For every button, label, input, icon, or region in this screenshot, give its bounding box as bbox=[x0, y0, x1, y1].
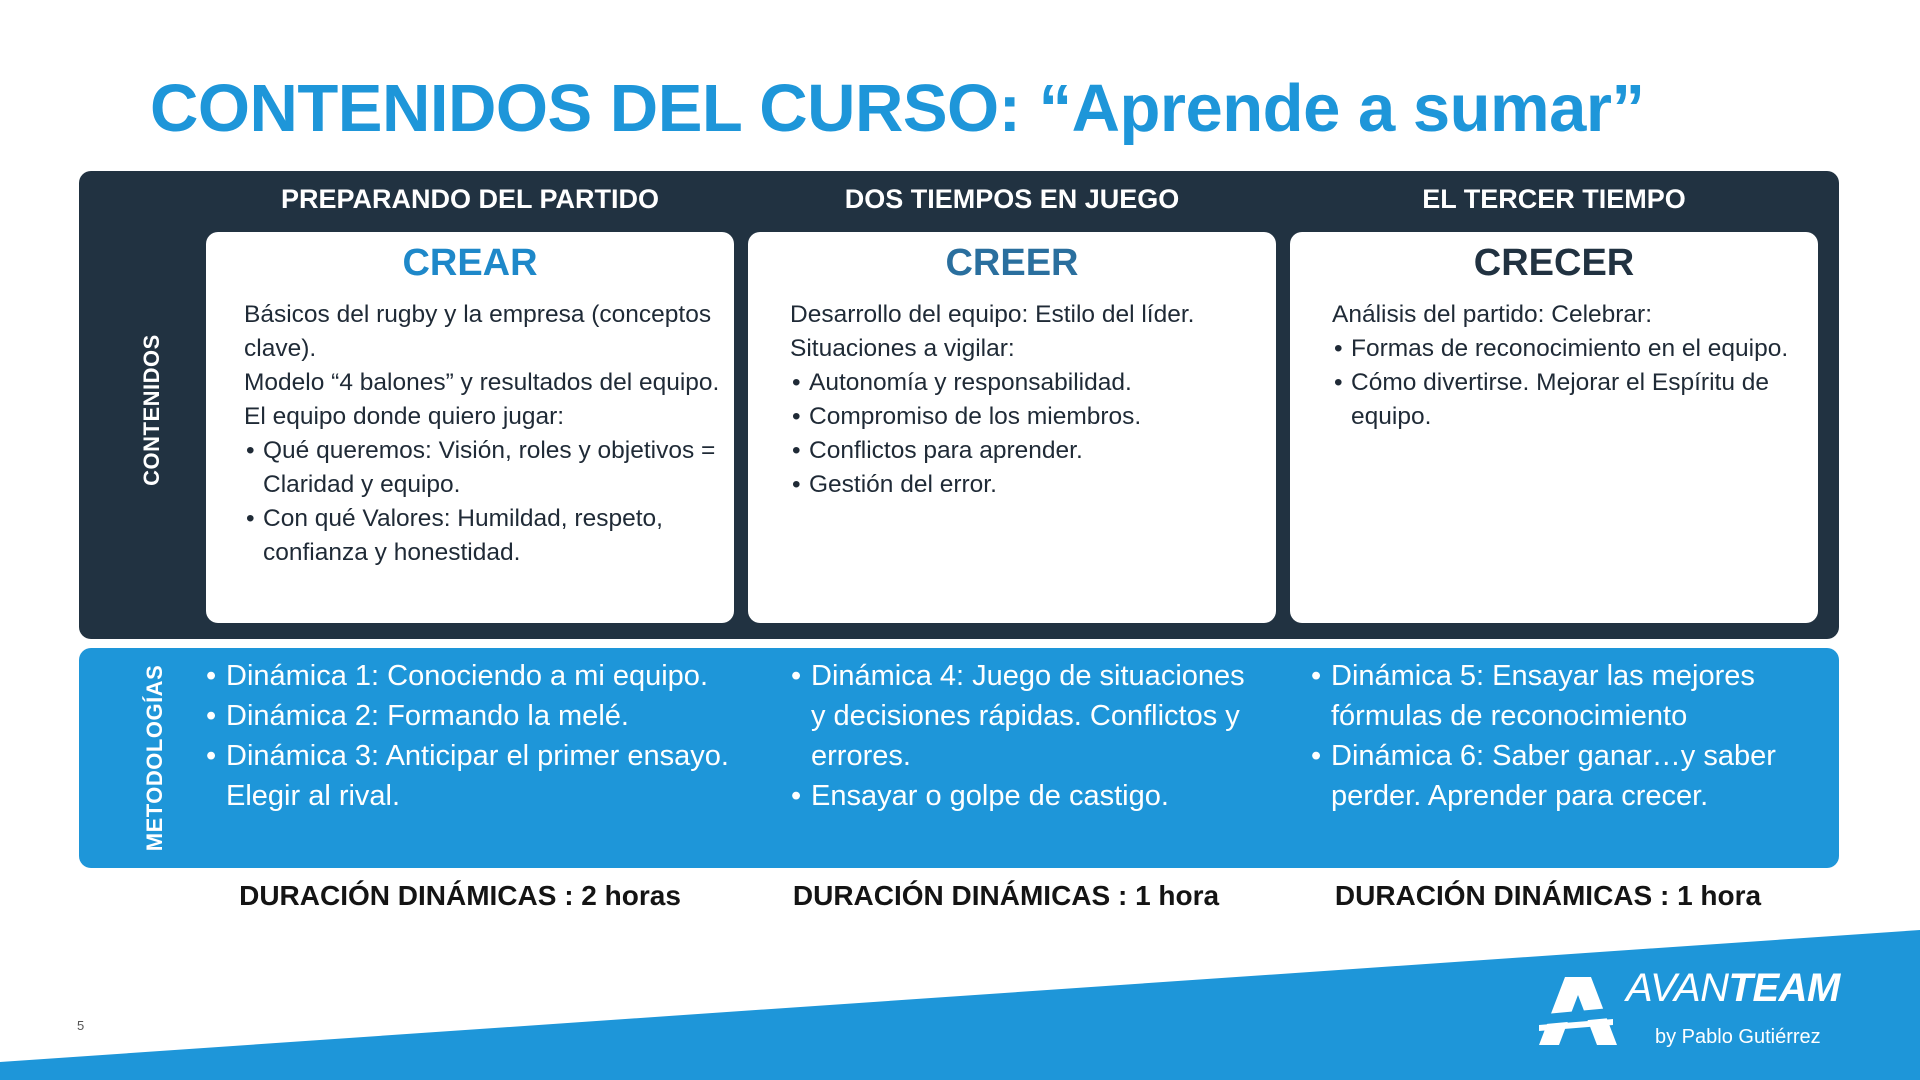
card-bullet: • Cómo divertirse. Mejorar el Espíritu de equipo. bbox=[1332, 366, 1804, 434]
methods-column-1 bbox=[206, 656, 746, 816]
card-creer bbox=[748, 232, 1276, 623]
method-item: • Dinámica 6: Saber ganar…y saber perder. Aprender para crecer. bbox=[1311, 736, 1831, 816]
card-title-crear: CREAR bbox=[402, 242, 538, 284]
brand-byline: by Pablo Gutiérrez bbox=[1655, 1026, 1821, 1048]
card-bullet: • Con qué Valores: Humildad, respeto, confianza y honestidad. bbox=[244, 502, 720, 570]
card-paragraph: Análisis del partido: Celebrar: bbox=[1332, 301, 1653, 328]
methods-column-3 bbox=[1311, 656, 1831, 816]
brand-name-light: AVAN bbox=[1626, 966, 1729, 1010]
card-body-crecer bbox=[1332, 298, 1804, 434]
card-crecer bbox=[1290, 232, 1818, 623]
card-bullet: • Conflictos para aprender. bbox=[790, 434, 1262, 468]
column-header-2: DOS TIEMPOS EN JUEGO bbox=[844, 184, 1180, 214]
card-paragraph: Modelo “4 balones” y resultados del equipo. bbox=[244, 369, 720, 396]
card-bullet-list bbox=[1332, 332, 1804, 434]
card-body-crear bbox=[244, 298, 720, 570]
column-header-3: EL TERCER TIEMPO bbox=[1422, 184, 1686, 214]
card-paragraph: Básicos del rugby y la empresa (conceptos clave). bbox=[244, 301, 712, 362]
duration-1: DURACIÓN DINÁMICAS : 2 horas bbox=[239, 880, 681, 911]
card-bullet-list bbox=[244, 434, 720, 570]
card-bullet: • Qué queremos: Visión, roles y objetivos = Claridad y equipo. bbox=[244, 434, 720, 502]
brand-name bbox=[1626, 966, 1840, 1011]
avanteam-logo-icon bbox=[1535, 975, 1621, 1047]
method-item: • Dinámica 2: Formando la melé. bbox=[206, 696, 746, 736]
method-item: • Dinámica 5: Ensayar las mejores fórmulas de reconocimiento bbox=[1311, 656, 1831, 736]
contenidos-label: CONTENIDOS bbox=[139, 334, 164, 486]
card-bullet-list bbox=[790, 366, 1262, 502]
card-bullet: • Autonomía y responsabilidad. bbox=[790, 366, 1262, 400]
card-bullet: • Formas de reconocimiento en el equipo. bbox=[1332, 332, 1804, 366]
methods-list bbox=[791, 656, 1261, 816]
method-item: • Ensayar o golpe de castigo. bbox=[791, 776, 1261, 816]
card-paragraph: Situaciones a vigilar: bbox=[790, 335, 1015, 362]
card-title-creer: CREER bbox=[945, 242, 1079, 284]
card-bullet: • Gestión del error. bbox=[790, 468, 1262, 502]
duration-2: DURACIÓN DINÁMICAS : 1 hora bbox=[792, 880, 1220, 911]
method-item: • Dinámica 3: Anticipar el primer ensayo. Elegir al rival. bbox=[206, 736, 746, 816]
methods-column-2 bbox=[791, 656, 1261, 816]
card-paragraph: El equipo donde quiero jugar: bbox=[244, 403, 565, 430]
method-item: • Dinámica 1: Conociendo a mi equipo. bbox=[206, 656, 746, 696]
card-title-crecer: CRECER bbox=[1473, 242, 1635, 284]
card-crear bbox=[206, 232, 734, 623]
card-body-creer bbox=[790, 298, 1262, 502]
column-header-1: PREPARANDO DEL PARTIDO bbox=[280, 184, 660, 214]
brand-name-bold: TEAM bbox=[1728, 966, 1840, 1010]
methods-list bbox=[1311, 656, 1831, 816]
method-item: • Dinámica 4: Juego de situaciones y decisiones rápidas. Conflictos y errores. bbox=[791, 656, 1261, 776]
card-paragraph: Desarrollo del equipo: Estilo del líder. bbox=[790, 301, 1195, 328]
page-number: 5 bbox=[77, 1018, 85, 1033]
metodologias-label: METODOLOGÍAS bbox=[142, 664, 167, 852]
page-title: CONTENIDOS DEL CURSO: “Aprende a sumar” bbox=[150, 71, 1645, 146]
duration-3: DURACIÓN DINÁMICAS : 1 hora bbox=[1334, 880, 1762, 911]
card-bullet: • Compromiso de los miembros. bbox=[790, 400, 1262, 434]
methods-list bbox=[206, 656, 746, 816]
